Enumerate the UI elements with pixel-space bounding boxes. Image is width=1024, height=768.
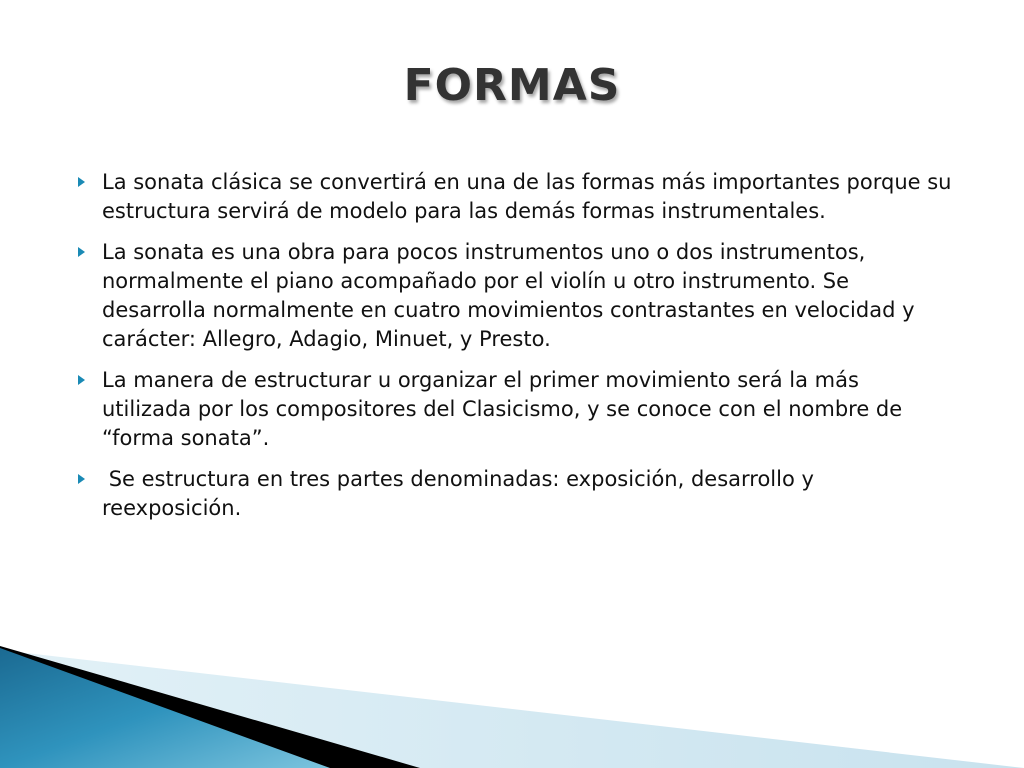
bullet-list bbox=[72, 168, 952, 535]
triangle-right-icon bbox=[78, 177, 85, 187]
list-item bbox=[72, 168, 952, 226]
slide-title: FORMAS bbox=[403, 60, 621, 111]
bullet-text: La manera de estructurar u organizar el primer movimiento será la más utilizada por los compositores del Clasicismo, y se conoce con el nombre de “forma sonata”. bbox=[102, 368, 903, 450]
list-item bbox=[72, 366, 952, 453]
triangle-right-icon bbox=[78, 474, 85, 484]
bullet-text: Se estructura en tres partes denominadas: exposición, desarrollo y reexposición. bbox=[102, 467, 821, 520]
list-item bbox=[72, 465, 952, 523]
bullet-text: La sonata es una obra para pocos instrumentos uno o dos instrumentos, normalmente el piano acompañado por el violín u otro instrumento. Se desarrolla normalmente en cuatro movimientos contrastantes en velocidad y carácter: Allegro, Adagio, Minuet, y Presto. bbox=[102, 240, 915, 351]
list-item bbox=[72, 238, 952, 354]
bullet-text: La sonata clásica se convertirá en una de las formas más importantes porque su estructura servirá de modelo para las demás formas instrumentales. bbox=[102, 170, 952, 223]
triangle-right-icon bbox=[78, 375, 85, 385]
corner-decoration bbox=[0, 600, 1024, 768]
triangle-right-icon bbox=[78, 247, 85, 257]
